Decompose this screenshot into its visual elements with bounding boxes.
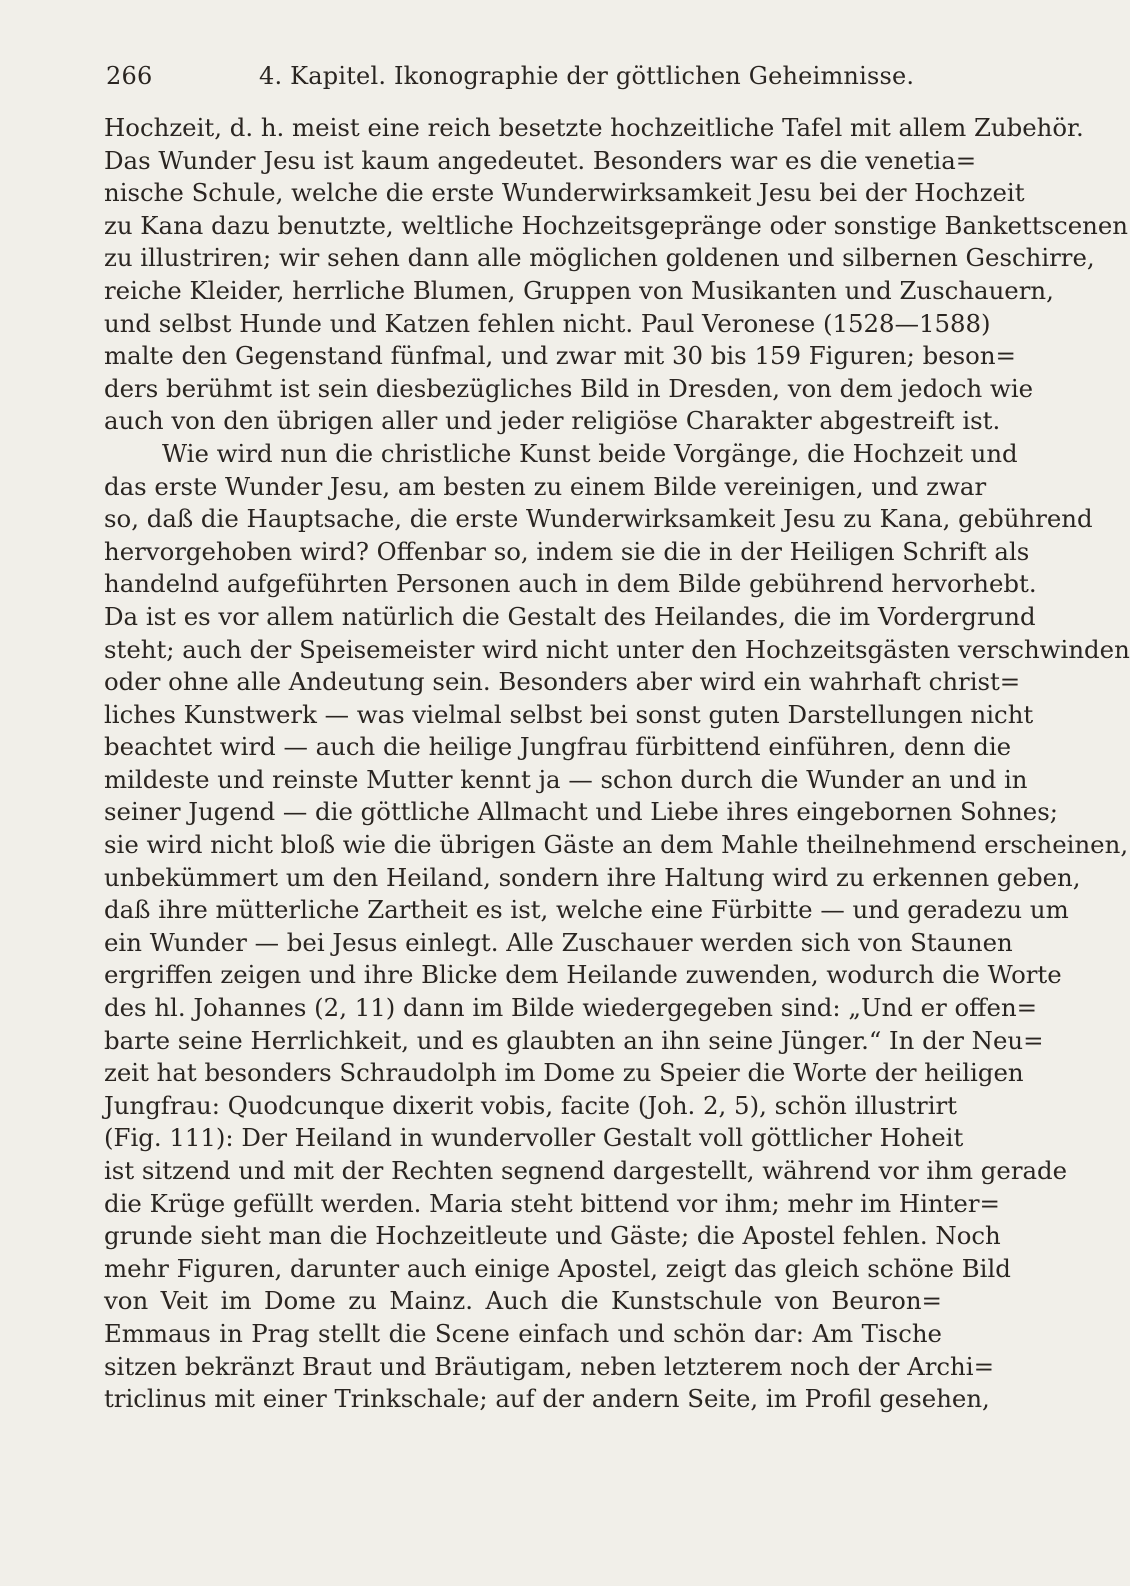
text-line: ders berühmt ist sein diesbezügliches Bild in Dresden, von dem jedoch wie bbox=[104, 373, 1034, 403]
text-line: die Krüge gefüllt werden. Maria steht bittend vor ihm; mehr im Hinter= bbox=[104, 1188, 1000, 1218]
text-line: unbekümmert um den Heiland, sondern ihre Haltung wird zu erkennen geben, bbox=[104, 862, 1081, 892]
text-line: triclinus mit einer Trinkschale; auf der andern Seite, im Profil gesehen, bbox=[104, 1384, 990, 1414]
text-line: reiche Kleider, herrliche Blumen, Gruppen von Musikanten und Zuschauern, bbox=[104, 275, 1054, 305]
text-line: seiner Jugend — die göttliche Allmacht und Liebe ihres eingebornen Sohnes; bbox=[104, 797, 1058, 827]
text-line: grunde sieht man die Hochzeitleute und Gäste; die Apostel fehlen. Noch bbox=[104, 1221, 1001, 1251]
text-line: zeit hat besonders Schraudolph im Dome zu Speier die Worte der heiligen bbox=[104, 1058, 1024, 1088]
text-line: des hl. Johannes (2, 11) dann im Bilde wiedergegeben sind: „Und er offen= bbox=[104, 993, 1038, 1023]
text-line: ein Wunder — bei Jesus einlegt. Alle Zuschauer werden sich von Staunen bbox=[104, 927, 1013, 957]
page-number: 266 bbox=[106, 62, 153, 90]
paragraph-1 bbox=[104, 112, 1129, 438]
text-line: barte seine Herrlichkeit, und es glaubten an ihn seine Jünger.“ In der Neu= bbox=[104, 1025, 1044, 1055]
body-text bbox=[104, 112, 1130, 1416]
page-header bbox=[104, 62, 942, 112]
text-line: zu illustriren; wir sehen dann alle möglichen goldenen und silbernen Geschirre, bbox=[104, 243, 1095, 273]
text-line: beachtet wird — auch die heilige Jungfrau fürbittend einführen, denn die bbox=[104, 732, 1012, 762]
text-line: Jungfrau: Quodcunque dixerit vobis, facite (Joh. 2, 5), schön illustrirt bbox=[104, 1090, 957, 1120]
text-line: (Fig. 111): Der Heiland in wundervoller Gestalt voll göttlicher Hoheit bbox=[104, 1123, 964, 1153]
text-line: von Veit im Dome zu Mainz. Auch die Kunstschule von Beuron= bbox=[104, 1286, 942, 1316]
paragraph-2 bbox=[104, 438, 1130, 1416]
text-line: hervorgehoben wird? Offenbar so, indem sie die in der Heiligen Schrift als bbox=[104, 536, 1030, 566]
text-line: so, daß die Hauptsache, die erste Wunderwirksamkeit Jesu zu Kana, gebührend bbox=[104, 504, 1093, 534]
text-line: sitzen bekränzt Braut und Bräutigam, neben letzterem noch der Archi= bbox=[104, 1351, 995, 1381]
text-line: mildeste und reinste Mutter kennt ja — schon durch die Wunder an und in bbox=[104, 764, 1028, 794]
text-line: auch von den übrigen aller und jeder religiöse Charakter abgestreift ist. bbox=[104, 406, 1001, 436]
text-line: nische Schule, welche die erste Wunderwirksamkeit Jesu bei der Hochzeit bbox=[104, 178, 1025, 208]
text-line: Emmaus in Prag stellt die Scene einfach und schön dar: Am Tische bbox=[104, 1318, 942, 1348]
text-line: malte den Gegenstand fünfmal, und zwar mit 30 bis 159 Figuren; beson= bbox=[104, 341, 1016, 371]
text-line: Da ist es vor allem natürlich die Gestalt des Heilandes, die im Vordergrund bbox=[104, 601, 1036, 631]
text-line: ist sitzend und mit der Rechten segnend dargestellt, während vor ihm gerade bbox=[104, 1156, 1068, 1185]
text-line: oder ohne alle Andeutung sein. Besonders aber wird ein wahrhaft christ= bbox=[104, 667, 1021, 697]
text-line: daß ihre mütterliche Zartheit es ist, welche eine Fürbitte — und geradezu um bbox=[104, 895, 1069, 925]
text-line: mehr Figuren, darunter auch einige Apostel, zeigt das gleich schöne Bild bbox=[104, 1253, 1011, 1283]
text-line: Wie wird nun die christliche Kunst beide Vorgänge, die Hochzeit und bbox=[162, 438, 1018, 468]
text-line: handelnd aufgeführten Personen auch in dem Bilde gebührend hervorhebt. bbox=[104, 569, 1037, 599]
text-line: sie wird nicht bloß wie die übrigen Gäste an dem Mahle theilnehmend erscheinen, bbox=[104, 830, 1129, 860]
text-line: steht; auch der Speisemeister wird nicht unter den Hochzeitsgästen verschwinden bbox=[104, 634, 1130, 664]
running-head: 4. Kapitel. Ikonographie der göttlichen Geheimnisse. bbox=[259, 62, 915, 90]
text-line: liches Kunstwerk — was vielmal selbst bei sonst guten Darstellungen nicht bbox=[104, 699, 1034, 729]
text-line: zu Kana dazu benutzte, weltliche Hochzeitsgepränge oder sonstige Bankettscenen bbox=[104, 210, 1129, 240]
text-line: das erste Wunder Jesu, am besten zu einem Bilde vereinigen, und zwar bbox=[104, 471, 987, 501]
text-line: und selbst Hunde und Katzen fehlen nicht. Paul Veronese (1528—1588) bbox=[104, 308, 991, 338]
text-line: Das Wunder Jesu ist kaum angedeutet. Besonders war es die venetia= bbox=[104, 145, 977, 175]
text-line: Hochzeit, d. h. meist eine reich besetzte hochzeitliche Tafel mit allem Zubehör. bbox=[104, 113, 1084, 142]
text-line: ergriffen zeigen und ihre Blicke dem Heilande zuwenden, wodurch die Worte bbox=[104, 960, 1062, 990]
